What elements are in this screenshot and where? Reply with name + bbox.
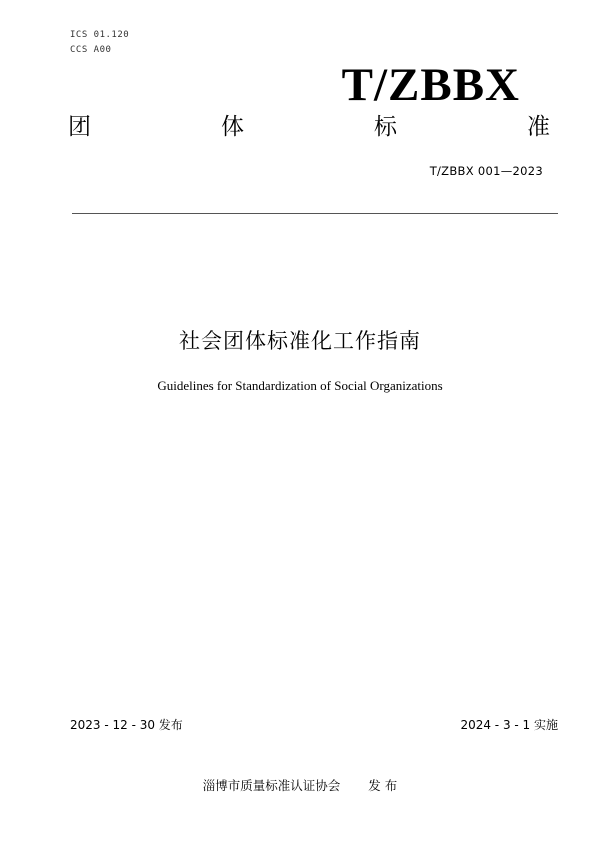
- header-divider: [72, 213, 558, 214]
- document-title-english: Guidelines for Standardization of Social Organizations: [157, 378, 443, 393]
- category-char: 标: [374, 114, 397, 140]
- ccs-code: CCS A00: [70, 45, 112, 55]
- document-title-chinese: 社会团体标准化工作指南: [179, 329, 421, 353]
- implementation-date: 2024 - 3 - 1 实施: [460, 718, 558, 732]
- standard-number: T/ZBBX 001—2023: [429, 164, 543, 178]
- category-char: 体: [221, 114, 244, 140]
- standard-category: [68, 116, 550, 139]
- publisher-name: 淄博市质量标准认证协会: [202, 778, 341, 793]
- category-char: 团: [68, 114, 91, 140]
- issue-date: 2023 - 12 - 30 发布: [70, 718, 183, 732]
- ics-code: ICS 01.120: [70, 30, 130, 40]
- publish-action: 发 布: [368, 778, 398, 793]
- category-char: 准: [527, 114, 550, 140]
- standard-brand-logo: T/ZBBX: [341, 59, 520, 111]
- publisher-line: [0, 776, 600, 794]
